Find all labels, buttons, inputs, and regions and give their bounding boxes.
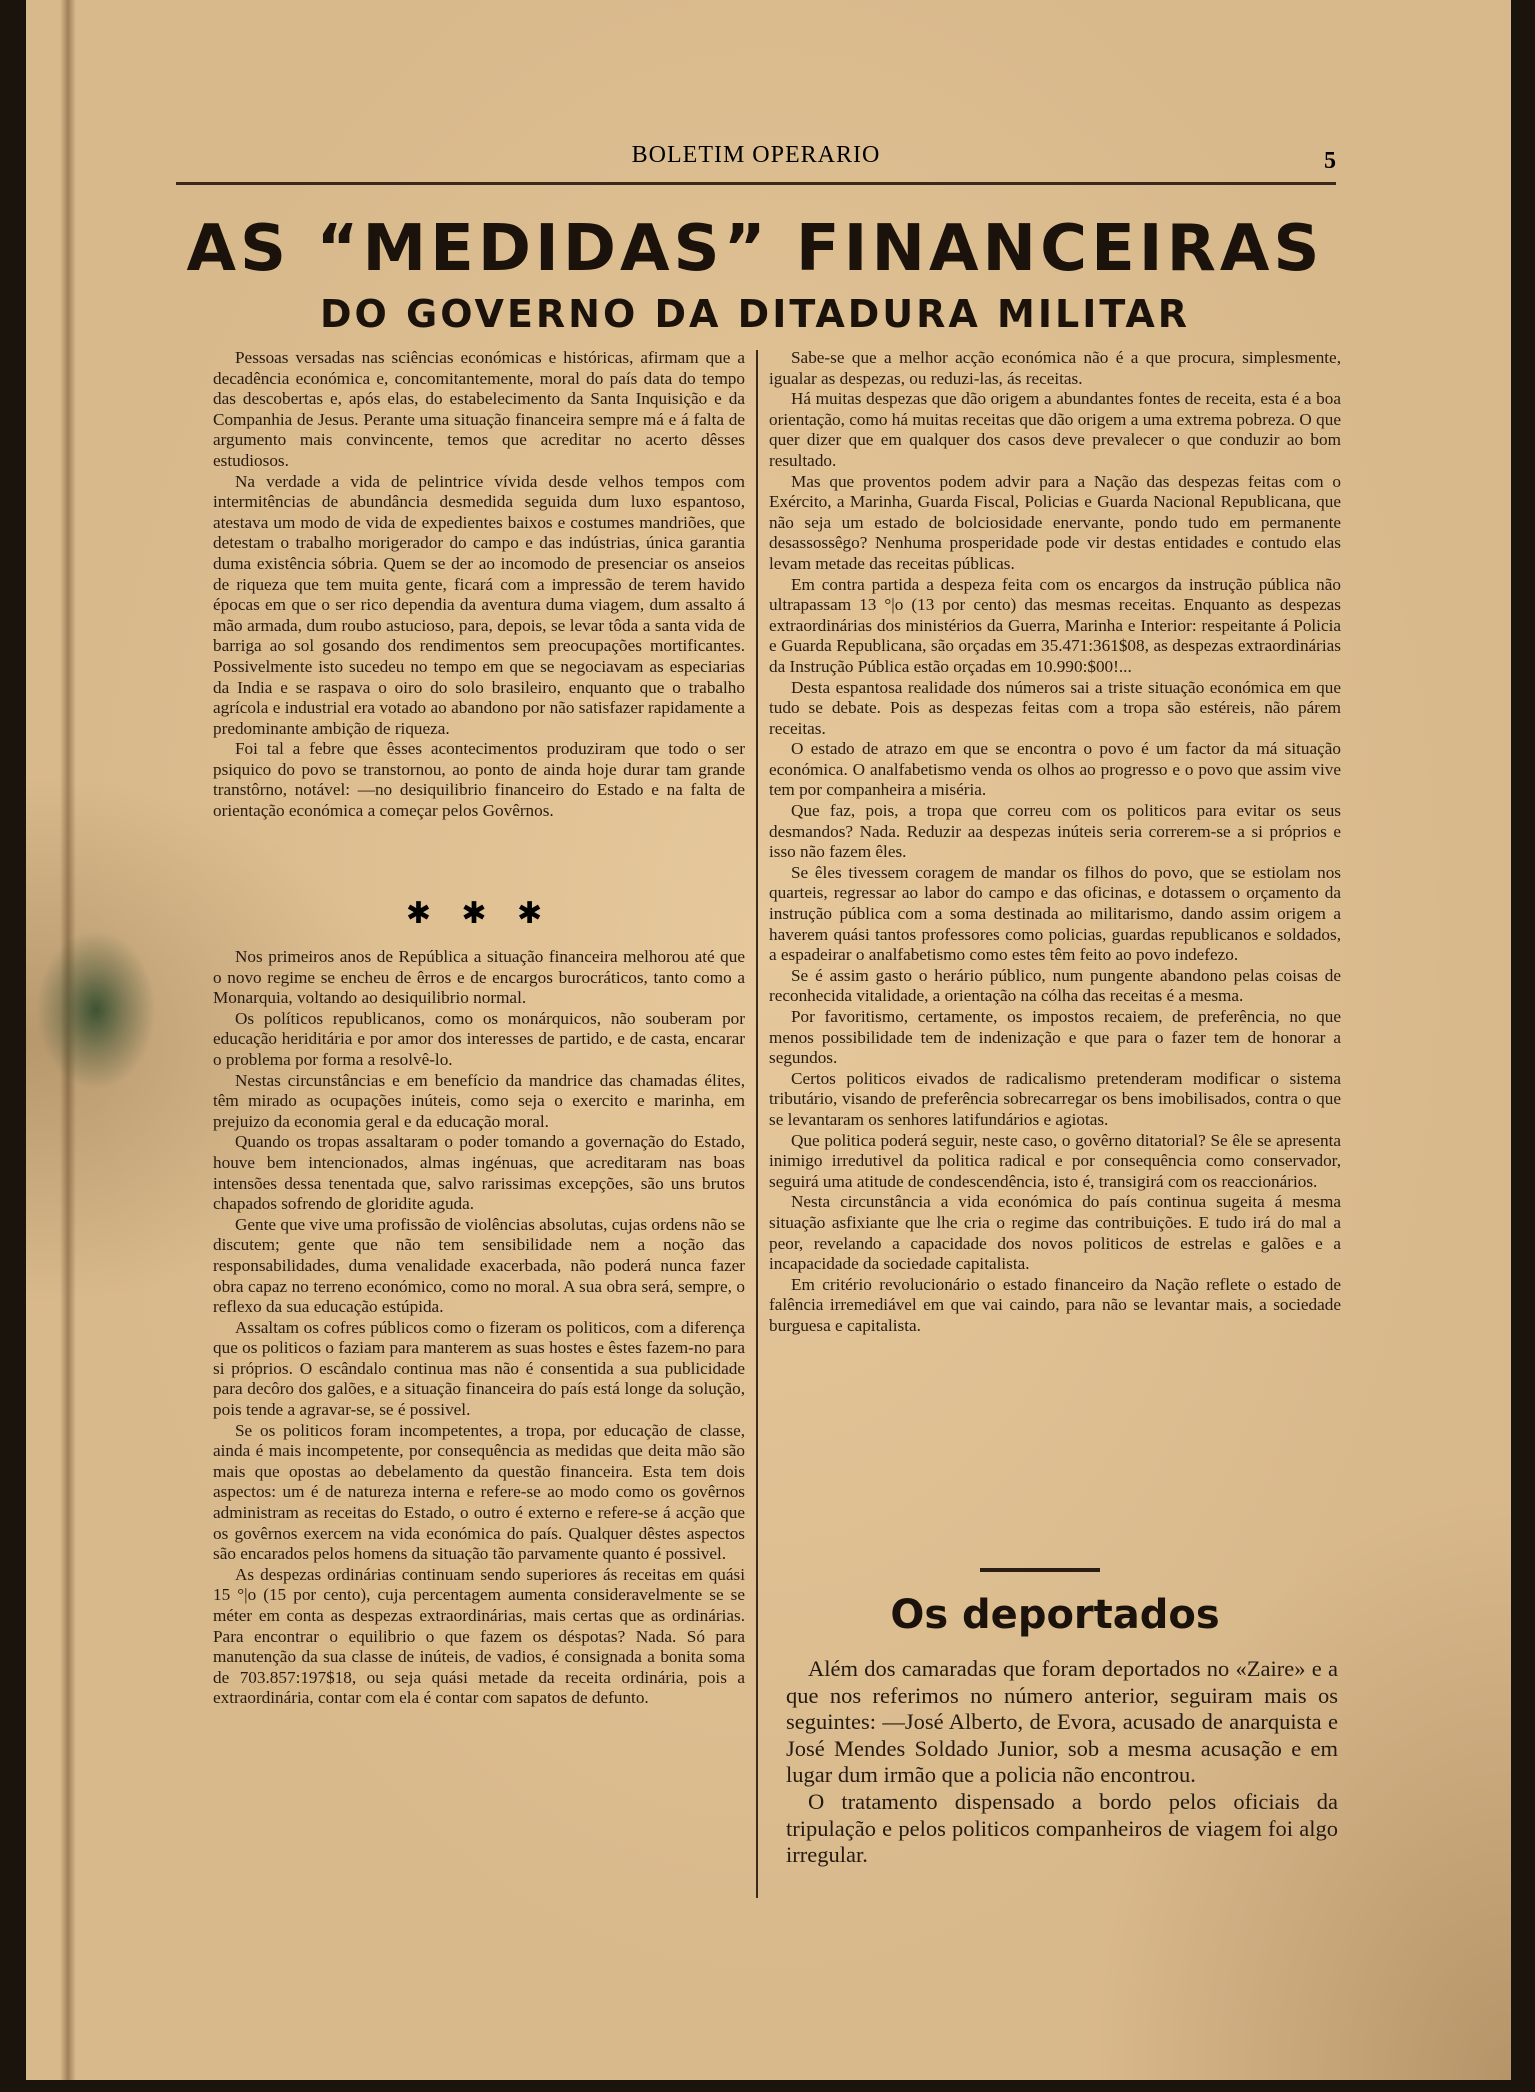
paragraph: Mas que proventos podem advir para a Nação das despezas feitas com o Exército, a Marinha, Guarda Fiscal, Policias e Guarda Nacional Republicana, que não seja um estado de bolciosidade enervante, pondo tudo em permanente desassossêgo? Nenhuma prosperidade pode vir destas entidades e contudo elas levam metade das receitas públicas.: [769, 471, 1341, 573]
paragraph: Se os politicos foram incompetentes, a tropa, por educação de classe, ainda é mais incompetente, por consequência as medidas que deita mão são mais que opostas ao debelamento da questão financeira. Esta tem dois aspectos: um é de natureza interna e refere-se ao modo como os govêrnos administram as receitas do Estado, o outro é externo e refere-se á acção que os govêrnos exercem na vida económica do país. Qualquer dêstes aspectos são encarados pelos homens da situação tão parvamente quanto é possivel.: [213, 1420, 745, 1564]
paragraph: Assaltam os cofres públicos como o fizeram os politicos, com a diferença que os politicos o faziam para manterem as suas hostes e êstes fazem-no para si próprios. O escândalo continua mas não é consentida a sua publicidade para decôro dos galões, e a situação financeira do país está longe da solução, pois tende a agravar-se, se é possivel.: [213, 1317, 745, 1420]
paragraph: Se é assim gasto o herário público, num pungente abandono pelas coisas de reconhecida vitalidade, a orientação na cólha das receitas é a mesma.: [769, 965, 1341, 1006]
article-subheadline: DO GOVERNO DA DITADURA MILITAR: [319, 292, 1190, 336]
paragraph: O estado de atrazo em que se encontra o povo é um factor da má situação económica. O analfabetismo venda os olhos ao progresso e o povo que assim vive tem por companheira a miséria.: [769, 739, 1341, 800]
article-headline: AS “MEDIDAS” FINANCEIRAS: [186, 212, 1324, 286]
paragraph: Pessoas versadas nas sciências económicas e históricas, afirmam que a decadência económica e, concomitantemente, moral do país data do tempo das descobertas e, após elas, do estabelecimento da Santa Inquisição e da Companhia de Jesus. Perante uma situação financeira sempre má e á falta de argumento mais convincente, temos que acreditar no acerto dêsses estudiosos.: [213, 348, 745, 470]
paragraph: Há muitas despezas que dão origem a abundantes fontes de receita, esta é a boa orientação, como há muitas receitas que dão origem a uma extrema pobreza. O que quer dizer que em qualquer dos casos deve prevalecer o que conduzir ao bom resultado.: [769, 389, 1341, 470]
section-separator: ✱ ✱ ✱: [405, 896, 553, 931]
paragraph: Quando os tropas assaltaram o poder tomando a governação do Estado, houve bem intencionados, almas ingénuas, que acreditaram nas boas intensões dessa tenentada que, salvo rarissimas excepções, são uns brutos chapados sofrendo de gloridite aguda.: [213, 1132, 745, 1214]
paragraph: As despezas ordinárias continuam sendo superiores ás receitas em quási 15 °|o (15 por cento), cuja percentagem aumenta consideravelmente se se méter em conta as despezas extraordinárias, mais certas que as ordinárias. Para encontrar o equilibrio o que fazem os déspotas? Nada. Só para manutenção da sua classe de inúteis, de vadios, é consignada a bonita soma de 703.857:197$18, ou seja quási metade da receita ordinária, pois a extraordinária, contar com ela é contar com sapatos de defunto.: [213, 1564, 745, 1708]
running-title: BOLETIM OPERARIO: [631, 142, 881, 168]
column-divider: [756, 350, 758, 1898]
section-rule: [980, 1568, 1100, 1572]
running-header: [176, 142, 1336, 185]
left-column-bottom: [213, 947, 745, 1709]
paragraph: Se êles tivessem coragem de mandar os filhos do povo, que se estiolam nos quarteis, regressar ao labor do campo e das oficinas, e dotassem o orçamento da instrução pública com a soma destinada ao militarismo, dando assim origem a haverem quási tantos professores como policias, guardas republicanos e soldados, a espadeirar o analfabetismo como estes têm feito ao povo indefezo.: [769, 862, 1341, 965]
paragraph: Nos primeiros anos de República a situação financeira melhorou até que o novo regime se encheu de êrros e de encargos burocráticos, tanto como a Monarquia, voltando ao desiquilibrio normal.: [213, 947, 745, 1008]
paragraph: Foi tal a febre que êsses acontecimentos produziram que todo o ser psiquico do povo se transtornou, ao ponto de ainda hoje durar tam grande transtôrno, notável: —no desiquilibrio financeiro do Estado e na falta de orientação económica a começar pelos Govêrnos.: [213, 739, 745, 821]
paragraph: Em contra partida a despeza feita com os encargos da instrução pública não ultrapassam 13 °|o (13 por cento) das mesmas receitas. Enquanto as despezas extraordinárias dos ministérios da Guerra, Marinha e Interior: respeitante á Policia e Guarda Republicana, são orçadas em 35.471:361$08, as despezas extraordinárias da Instrução Pública estão orçadas em 10.990:$00!...: [769, 574, 1341, 676]
paragraph: Na verdade a vida de pelintrice vívida desde velhos tempos com intermitências de abundância desmedida seguida dum luxo espantoso, atestava um modo de vida de expedientes baixos e costumes mandriões, que detestam o trabalho morigerador do campo e das indústrias, única garantia duma existência sóbria. Quem se der ao incomodo de presenciar os anseios de riqueza que tem muita gente, ficará com a impressão de terem havido épocas em que o ser rico dependia da aventura duma viagem, dum assalto á mão armada, dum roubo astucioso, para, depois, se levar tôda a santa vida de barriga ao sol gosando dos rendimentos sem preocupações mortificantes. Possivelmente isto sucedeu no tempo em que se negociavam as especiarias da India e se raspava o oiro do solo brasileiro, enquanto que o trabalho agrícola e industrial era votado ao abandono por não satisfazer rapidamente a predominante ambição de riqueza.: [213, 471, 745, 738]
paragraph: Desta espantosa realidade dos números sai a triste situação económica em que tudo se debate. Pois as despezas feitas com a tropa são estéreis, não párem receitas.: [769, 677, 1341, 738]
paragraph: Nesta circunstância a vida económica do país continua sugeita á mesma situação asfixiante que lhe cria o regime das contribuições. E tudo irá do mal a peor, revelando a capacidade dos novos politicos de estrelas e galões e a incapacidade da sociedade capitalista.: [769, 1192, 1341, 1274]
ink-stain: [36, 930, 156, 1090]
deportados-title: Os deportados: [890, 1592, 1220, 1638]
page-number: 5: [1324, 148, 1336, 174]
paragraph: Por favoritismo, certamente, os impostos recaiem, de preferência, no que menos possibilidade tem de indenização e que para o fazer tem de honorar a segundos.: [769, 1007, 1341, 1068]
deportados-body: [786, 1656, 1338, 1869]
paragraph: Além dos camaradas que foram deportados no «Zaire» e a que nos referimos no número anterior, seguiram mais os seguintes: —José Alberto, de Evora, acusado de anarquista e José Mendes Soldado Junior, sob a mesma acusação e em lugar dum irmão que a policia não encontrou.: [786, 1656, 1338, 1788]
left-column-top: [213, 348, 745, 822]
paragraph: Sabe-se que a melhor acção económica não é a que procura, simplesmente, igualar as despezas, ou reduzi-las, ás receitas.: [769, 348, 1341, 388]
paragraph: Certos politicos eivados de radicalismo pretenderam modificar o sistema tributário, visando de preferência sobrecarregar os bens imobilisados, contra o que se levantaram os senhores latifundários e agiotas.: [769, 1068, 1341, 1129]
paragraph: Os políticos republicanos, como os monárquicos, não souberam por educação heriditária e por amor dos interesses de partido, e de casta, encarar o problema por forma a resolvê-lo.: [213, 1008, 745, 1069]
paragraph: Em critério revolucionário o estado financeiro da Nação reflete o estado de falência irremediável em que vai caindo, para não se levantar mais, a sociedade burguesa e capitalista.: [769, 1274, 1341, 1335]
right-column: [769, 348, 1341, 1337]
paragraph: Que faz, pois, a tropa que correu com os politicos para evitar os seus desmandos? Nada. Reduzir aa despezas inúteis seria correrem-se a si próprios e isso não fazem êles.: [769, 801, 1341, 862]
paragraph: Gente que vive uma profissão de violências absolutas, cujas ordens não se discutem; gente que não tem sensibilidade nem a noção das responsabilidades, duma venalidade exacerbada, não poderá nunca fazer obra capaz no terreno económico, como no moral. A sua obra será, sempre, o reflexo da sua educação estúpida.: [213, 1214, 745, 1317]
paragraph: Que politica poderá seguir, neste caso, o govêrno ditatorial? Se êle se apresenta inimigo irredutivel da politica radical e por consequência como conservador, seguirá uma atitude de condescendência, isto é, transigirá com os reaccionários.: [769, 1130, 1341, 1191]
paragraph: O tratamento dispensado a bordo pelos oficiais da tripulação e pelos politicos companheiros de viagem foi algo irregular.: [786, 1788, 1338, 1868]
paragraph: Nestas circunstâncias e em benefício da mandrice das chamadas élites, têm mirado as ocupações inúteis, como seja o exercito e marinha, em prejuizo da economia geral e da educação moral.: [213, 1070, 745, 1131]
